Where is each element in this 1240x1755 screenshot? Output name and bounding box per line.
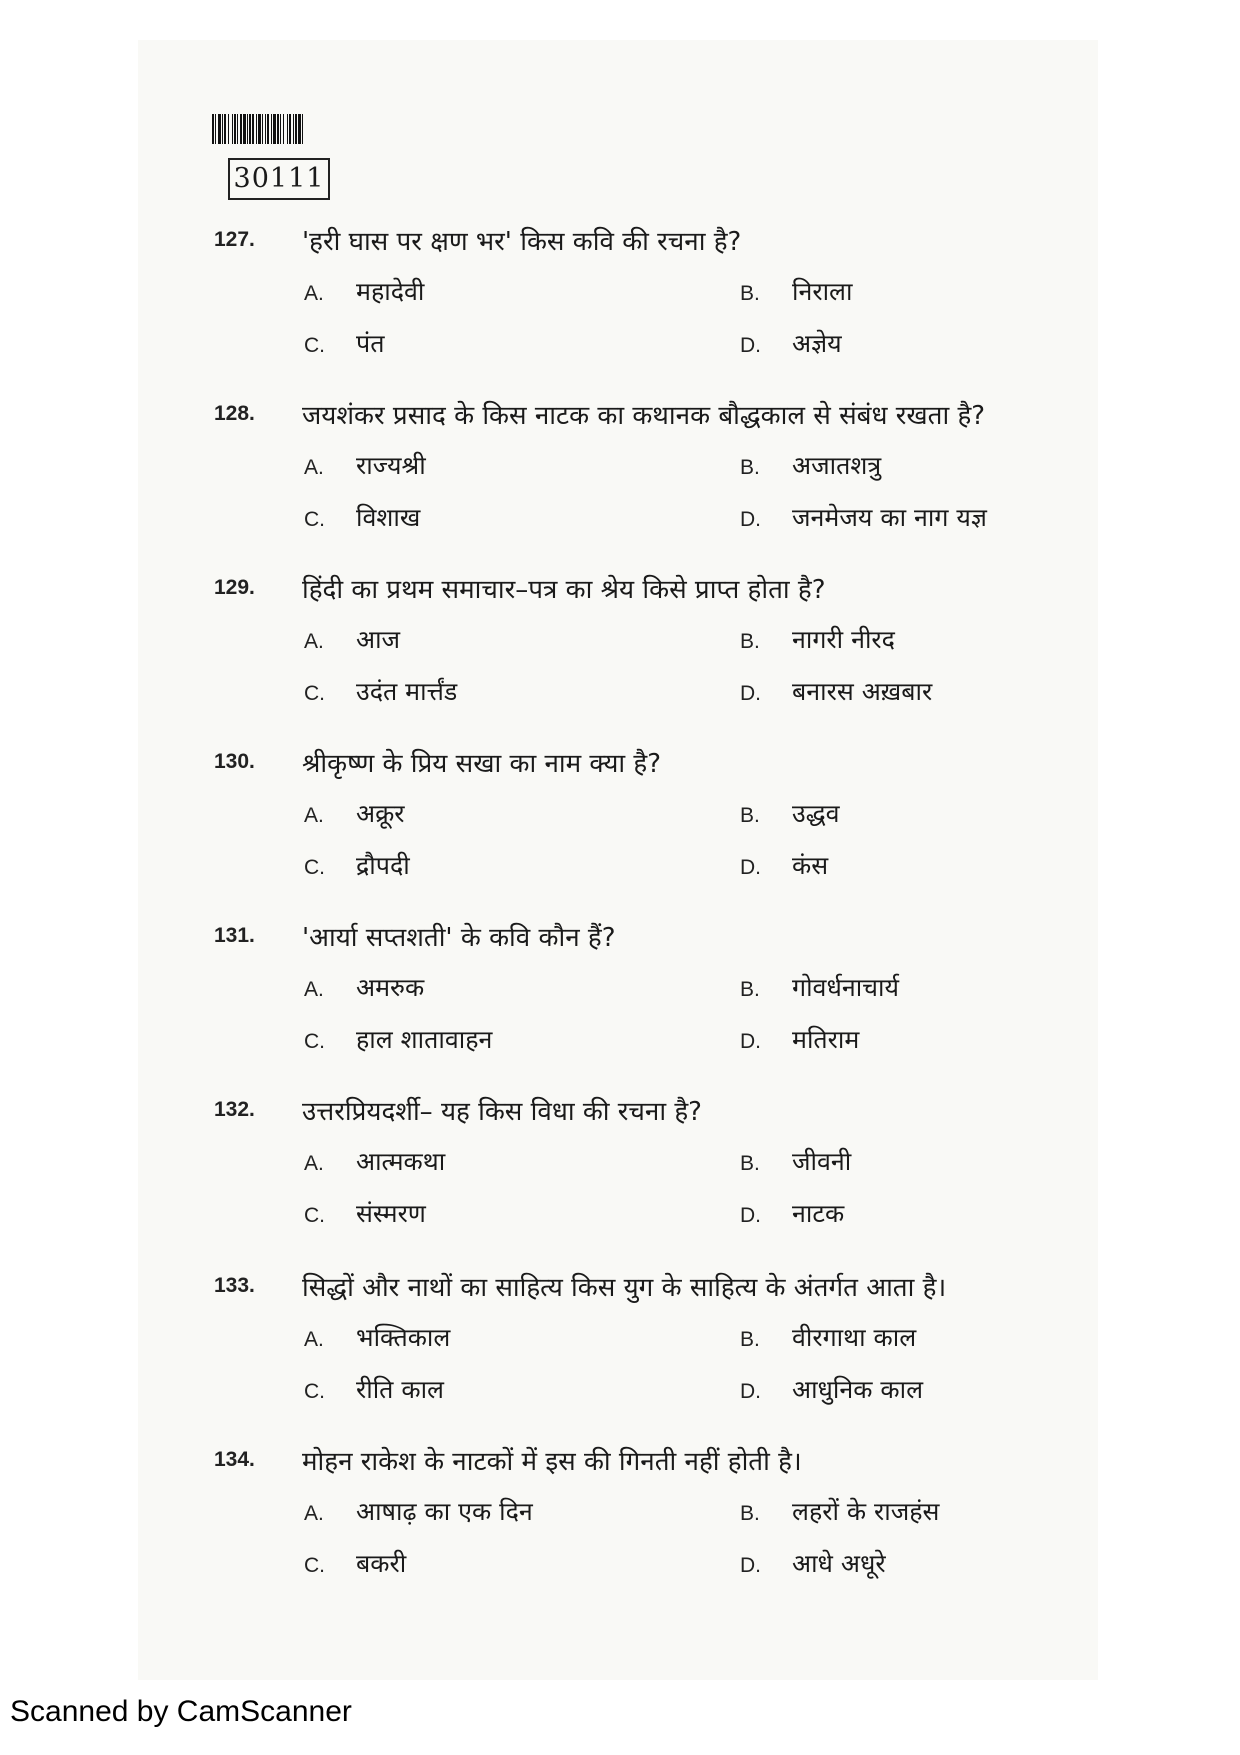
question-text: हिंदी का प्रथम समाचार–पत्र का श्रेय किसे प्राप्त होता है? bbox=[302, 575, 826, 605]
scanned-page bbox=[138, 40, 1098, 1680]
option-text: निराला bbox=[792, 277, 853, 306]
option-letter: D. bbox=[740, 682, 761, 705]
paper-code-box: 30111 bbox=[228, 158, 330, 200]
option-letter: B. bbox=[740, 978, 760, 1001]
option-text: आधुनिक काल bbox=[792, 1375, 924, 1404]
option-letter: A. bbox=[304, 630, 324, 653]
option-letter: C. bbox=[304, 856, 325, 879]
option-letter: A. bbox=[304, 804, 324, 827]
option-b[interactable] bbox=[740, 970, 899, 1004]
question-text: 'हरी घास पर क्षण भर' किस कवि की रचना है? bbox=[302, 227, 742, 257]
option-d[interactable] bbox=[740, 1546, 886, 1580]
option-letter: C. bbox=[304, 1380, 325, 1403]
option-letter: D. bbox=[740, 1204, 761, 1227]
option-a[interactable] bbox=[304, 448, 426, 482]
option-d[interactable] bbox=[740, 1022, 859, 1056]
option-letter: B. bbox=[740, 630, 760, 653]
option-letter: A. bbox=[304, 1502, 324, 1525]
option-c[interactable] bbox=[304, 1546, 406, 1580]
option-letter: D. bbox=[740, 1554, 761, 1577]
option-d[interactable] bbox=[740, 1196, 844, 1230]
option-letter: D. bbox=[740, 1380, 761, 1403]
option-a[interactable] bbox=[304, 970, 424, 1004]
option-letter: D. bbox=[740, 334, 761, 357]
question-text: उत्तरप्रियदर्शी– यह किस विधा की रचना है? bbox=[302, 1097, 702, 1127]
option-text: विशाख bbox=[356, 503, 421, 532]
option-text: उद्धव bbox=[792, 799, 840, 828]
option-a[interactable] bbox=[304, 1320, 450, 1354]
question-text: मोहन राकेश के नाटकों में इस की गिनती नहीं होती है। bbox=[302, 1447, 802, 1477]
scanner-watermark: Scanned by CamScanner bbox=[10, 1695, 352, 1728]
option-text: संस्मरण bbox=[356, 1199, 426, 1228]
option-d[interactable] bbox=[740, 848, 828, 882]
option-text: आत्मकथा bbox=[356, 1147, 446, 1176]
option-text: आषाढ़ का एक दिन bbox=[356, 1497, 533, 1526]
option-c[interactable] bbox=[304, 848, 410, 882]
option-a[interactable] bbox=[304, 1144, 445, 1178]
option-letter: A. bbox=[304, 1152, 324, 1175]
option-text: जनमेजय का नाग यज्ञ bbox=[792, 503, 987, 532]
option-c[interactable] bbox=[304, 674, 457, 708]
question-number: 134. bbox=[214, 1448, 255, 1471]
option-letter: C. bbox=[304, 1030, 325, 1053]
option-text: लहरों के राजहंस bbox=[792, 1497, 940, 1526]
option-text: जीवनी bbox=[792, 1147, 852, 1176]
question-number: 127. bbox=[214, 228, 255, 251]
question-text: 'आर्या सप्तशती' के कवि कौन हैं? bbox=[302, 923, 616, 953]
option-letter: B. bbox=[740, 456, 760, 479]
option-text: राज्यश्री bbox=[356, 451, 426, 480]
option-letter: D. bbox=[740, 1030, 761, 1053]
option-c[interactable] bbox=[304, 1372, 444, 1406]
option-d[interactable] bbox=[740, 326, 842, 360]
option-text: द्रौपदी bbox=[356, 851, 410, 880]
option-letter: B. bbox=[740, 1152, 760, 1175]
option-letter: D. bbox=[740, 856, 761, 879]
option-letter: A. bbox=[304, 456, 324, 479]
question-number: 131. bbox=[214, 924, 255, 947]
option-text: आधे अधूरे bbox=[792, 1549, 886, 1578]
option-letter: A. bbox=[304, 1328, 324, 1351]
option-letter: B. bbox=[740, 1502, 760, 1525]
option-letter: D. bbox=[740, 508, 761, 531]
option-letter: B. bbox=[740, 804, 760, 827]
option-b[interactable] bbox=[740, 796, 840, 830]
option-text: महादेवी bbox=[356, 277, 425, 306]
question-text: श्रीकृष्ण के प्रिय सखा का नाम क्या है? bbox=[302, 749, 662, 779]
option-text: भक्तिकाल bbox=[356, 1323, 451, 1352]
option-letter: A. bbox=[304, 978, 324, 1001]
option-text: आज bbox=[356, 625, 401, 654]
option-text: उदंत मार्त्तंड bbox=[356, 677, 458, 706]
option-letter: C. bbox=[304, 682, 325, 705]
question-number: 130. bbox=[214, 750, 255, 773]
option-text: पंत bbox=[356, 329, 385, 358]
option-d[interactable] bbox=[740, 674, 932, 708]
option-text: मतिराम bbox=[792, 1025, 860, 1054]
option-letter: B. bbox=[740, 1328, 760, 1351]
option-c[interactable] bbox=[304, 326, 384, 360]
option-text: कंस bbox=[792, 851, 829, 880]
option-text: अमरुक bbox=[356, 973, 425, 1002]
question-number: 129. bbox=[214, 576, 255, 599]
option-letter: C. bbox=[304, 334, 325, 357]
option-a[interactable] bbox=[304, 1494, 533, 1528]
option-letter: A. bbox=[304, 282, 324, 305]
option-text: अज्ञेय bbox=[792, 329, 842, 358]
question-text: सिद्धों और नाथों का साहित्य किस युग के साहित्य के अंतर्गत आता है। bbox=[302, 1273, 947, 1303]
question-number: 128. bbox=[214, 402, 255, 425]
option-a[interactable] bbox=[304, 796, 405, 830]
option-b[interactable] bbox=[740, 1320, 916, 1354]
question-text: जयशंकर प्रसाद के किस नाटक का कथानक बौद्धकाल से संबंध रखता है? bbox=[302, 401, 986, 431]
option-b[interactable] bbox=[740, 1494, 939, 1528]
question-number: 132. bbox=[214, 1098, 255, 1121]
option-letter: B. bbox=[740, 282, 760, 305]
barcode-bar bbox=[303, 114, 305, 144]
option-a[interactable] bbox=[304, 274, 424, 308]
option-text: हाल शातावाहन bbox=[356, 1025, 493, 1054]
option-text: अक्रूर bbox=[356, 799, 405, 828]
option-a[interactable] bbox=[304, 622, 400, 656]
option-text: रीति काल bbox=[356, 1375, 444, 1404]
question-number: 133. bbox=[214, 1274, 255, 1297]
option-c[interactable] bbox=[304, 1196, 426, 1230]
option-d[interactable] bbox=[740, 1372, 923, 1406]
option-text: वीरगाथा काल bbox=[792, 1323, 917, 1352]
option-b[interactable] bbox=[740, 448, 881, 482]
option-b[interactable] bbox=[740, 622, 895, 656]
option-text: गोवर्धनाचार्य bbox=[792, 973, 900, 1002]
option-b[interactable] bbox=[740, 1144, 851, 1178]
option-d[interactable] bbox=[740, 500, 987, 534]
option-letter: C. bbox=[304, 508, 325, 531]
option-letter: C. bbox=[304, 1554, 325, 1577]
option-b[interactable] bbox=[740, 274, 852, 308]
option-c[interactable] bbox=[304, 1022, 492, 1056]
option-text: बकरी bbox=[356, 1549, 407, 1578]
option-text: बनारस अख़बार bbox=[792, 677, 933, 706]
barcode-image bbox=[212, 114, 408, 144]
option-text: नागरी नीरद bbox=[792, 625, 895, 654]
option-letter: C. bbox=[304, 1204, 325, 1227]
option-text: नाटक bbox=[792, 1199, 845, 1228]
option-text: अजातशत्रु bbox=[792, 451, 882, 480]
option-c[interactable] bbox=[304, 500, 420, 534]
